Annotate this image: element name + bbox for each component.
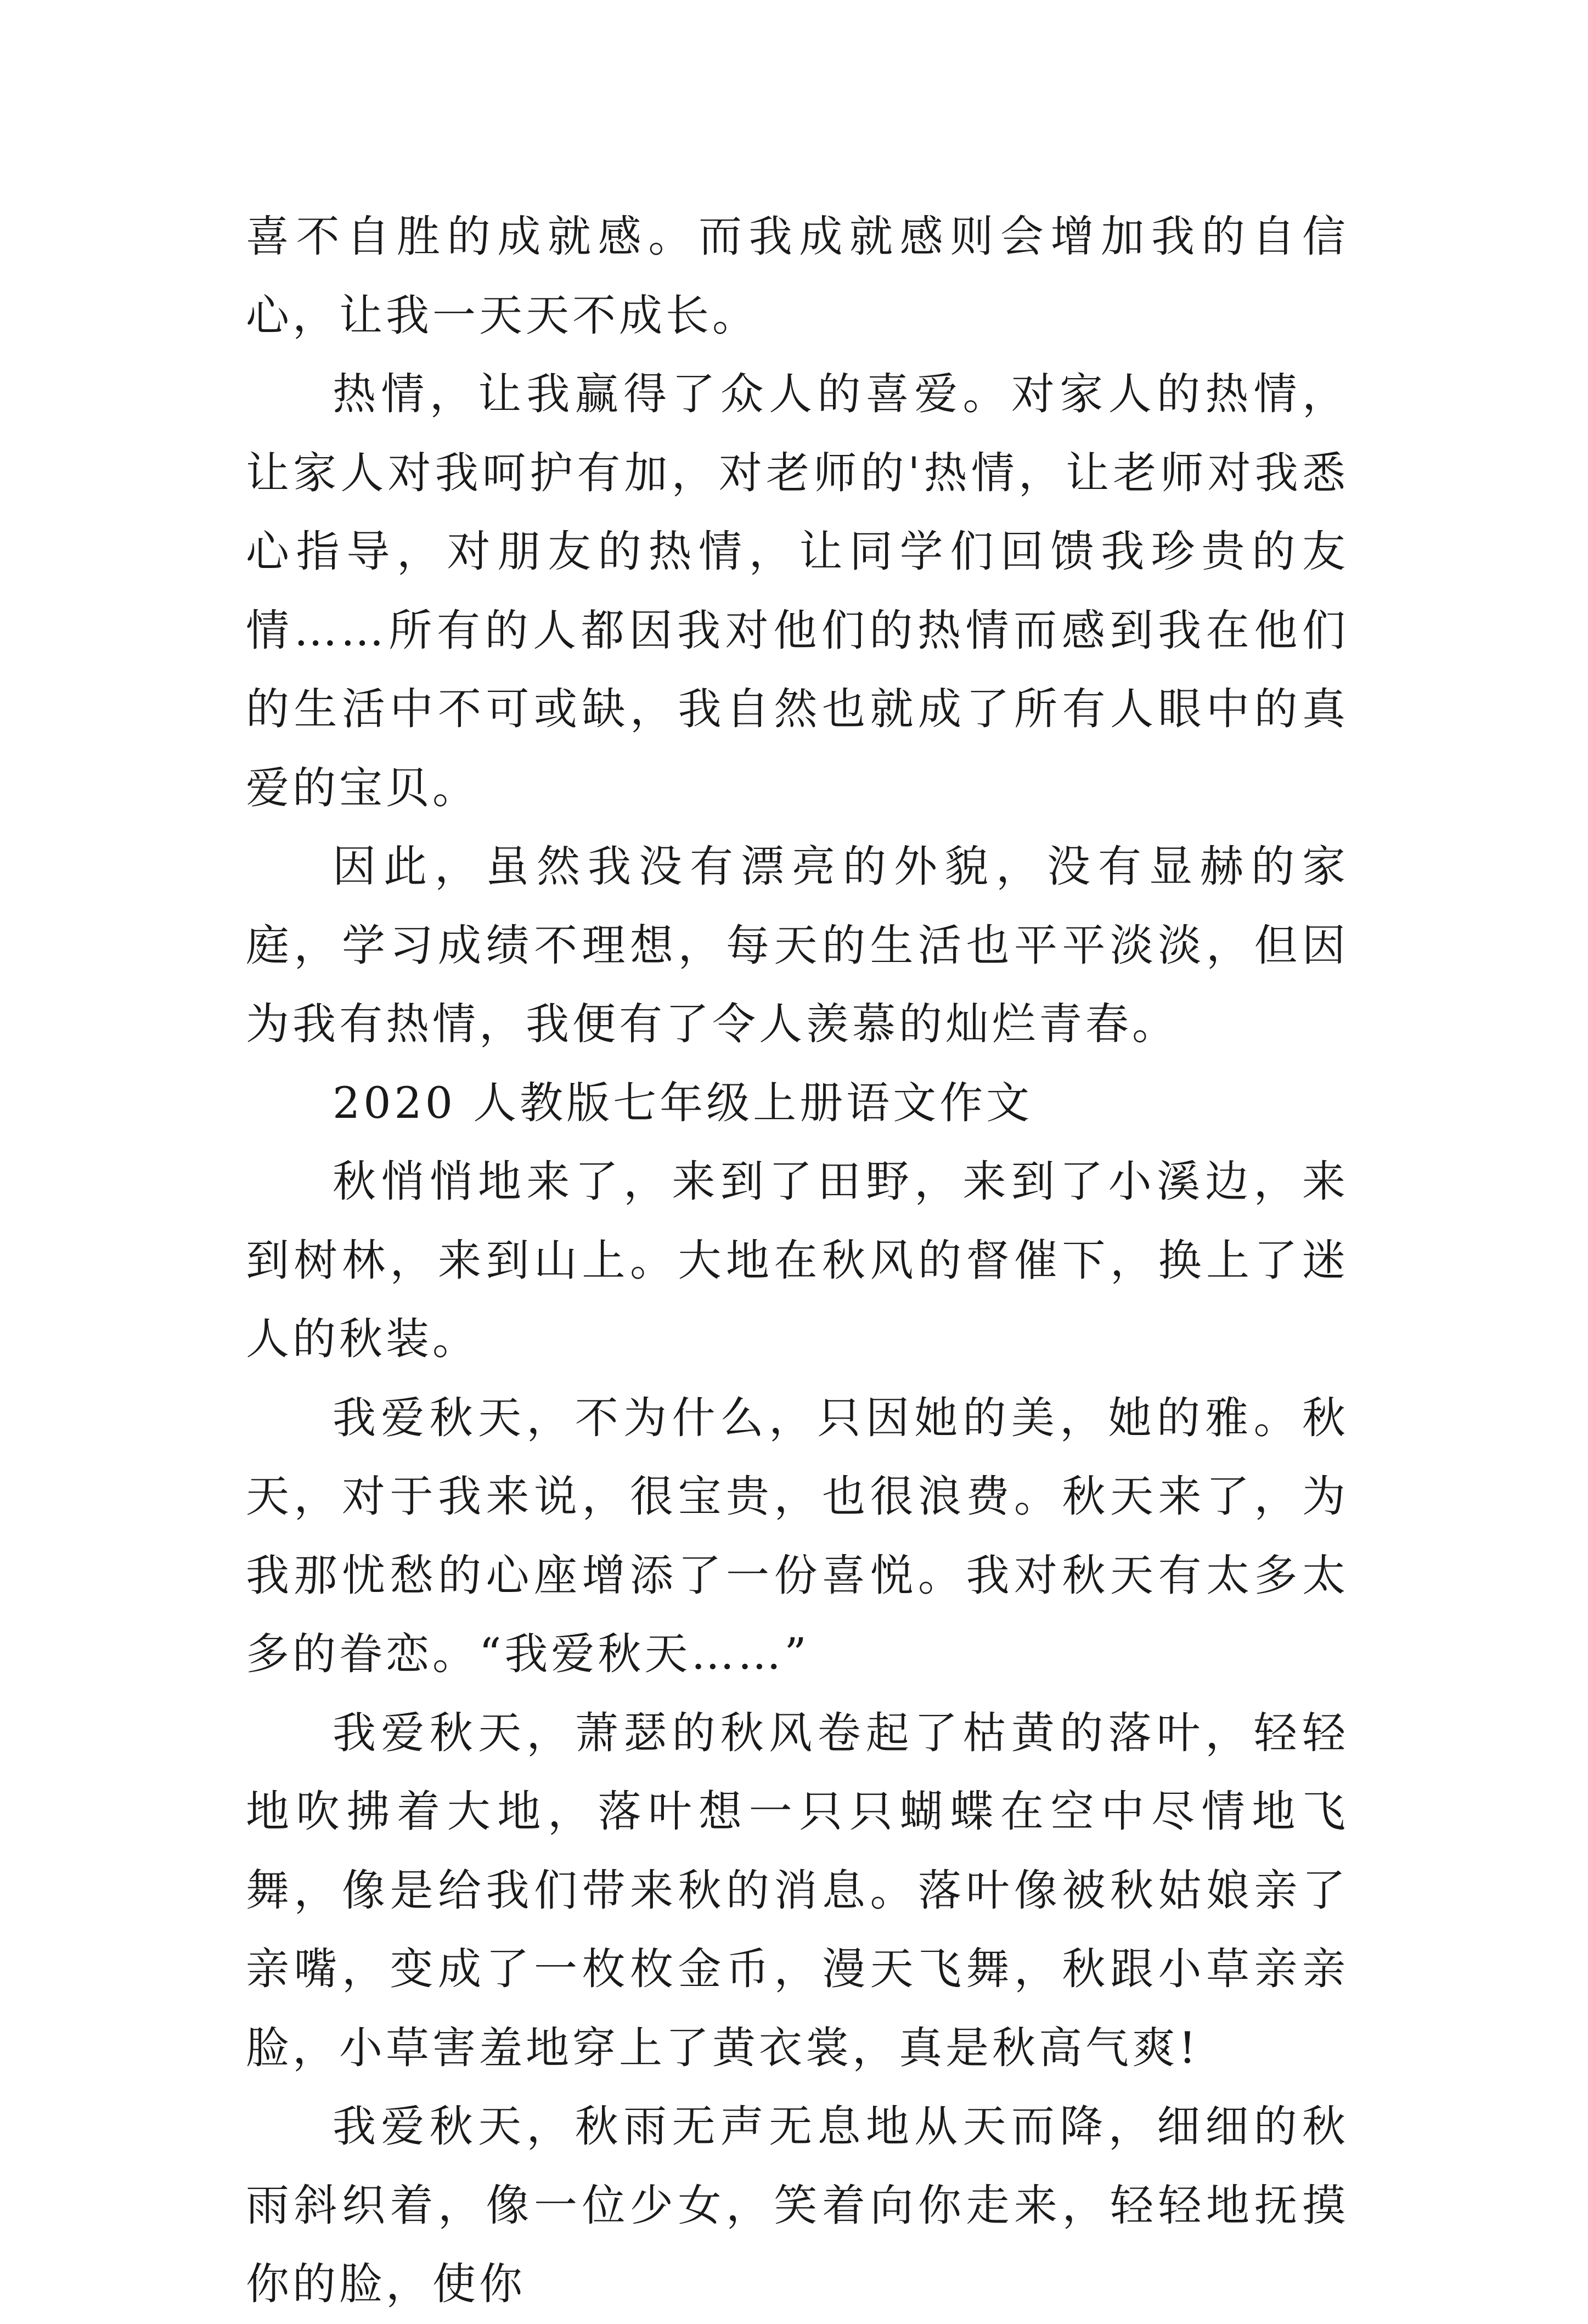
- paragraph-6: 我爱秋天，不为什么，只因她的美，她的雅。秋天，对于我来说，很宝贵，也很浪费。秋天来了，为我那忧愁的心座增添了一份喜悦。我对秋天有太多太多的眷恋。“我爱秋天……”: [246, 1392, 1349, 1679]
- paragraph-2: 热情，让我赢得了众人的喜爱。对家人的热情，让家人对我呵护有加，对老师的'热情，让老师对我悉心指导，对朋友的热情，让同学们回馈我珍贵的友情……所有的人都因我对他们的热情而感到我在他们的生活中不可或缺，我自然也就成了所有人眼中的真爱的宝贝。: [246, 369, 1349, 813]
- essay-title: 2020 人教版七年级上册语文作文: [333, 1077, 1033, 1128]
- paragraph-5: 秋悄悄地来了，来到了田野，来到了小溪边，来到树林，来到山上。大地在秋风的督催下，换上了迷人的秋装。: [246, 1156, 1349, 1364]
- paragraph-3: 因此，虽然我没有漂亮的外貌，没有显赫的家庭，学习成绩不理想，每天的生活也平平淡淡，但因为我有热情，我便有了令人羡慕的灿烂青春。: [246, 841, 1349, 1049]
- document-body: [246, 198, 1349, 2324]
- paragraph-8: 我爱秋天，秋雨无声无息地从天而降，细细的秋雨斜织着，像一位少女，笑着向你走来，轻轻地抚摸你的脸，使你: [246, 2101, 1349, 2309]
- paragraph-1: 喜不自胜的成就感。而我成就感则会增加我的自信心，让我一天天不成长。: [246, 211, 1349, 341]
- paragraph-7: 我爱秋天，萧瑟的秋风卷起了枯黄的落叶，轻轻地吹拂着大地，落叶想一只只蝴蝶在空中尽情地飞舞，像是给我们带来秋的消息。落叶像被秋姑娘亲了亲嘴，变成了一枚枚金币，漫天飞舞，秋跟小草亲亲脸，小草害羞地穿上了黄衣裳，真是秋高气爽!: [246, 1707, 1349, 2073]
